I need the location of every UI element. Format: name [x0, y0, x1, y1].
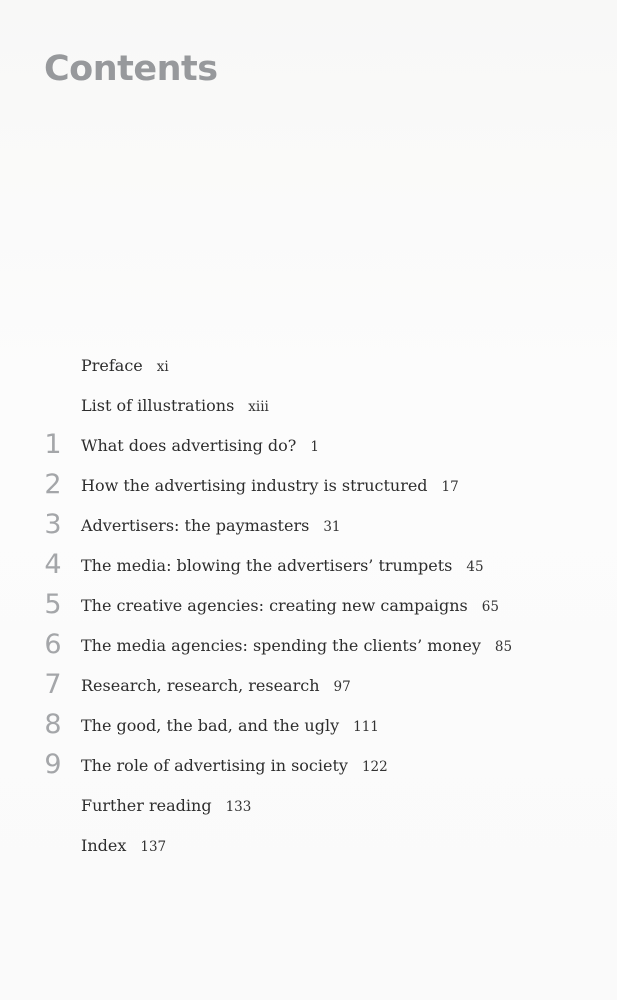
- toc-entry-chapter-5: [0, 586, 617, 626]
- toc-entry-preface: [0, 346, 617, 386]
- chapter-number: 3: [44, 509, 62, 540]
- entry-title: Research, research, research: [81, 676, 320, 695]
- chapter-number: 2: [44, 469, 62, 500]
- chapter-number: 6: [44, 629, 62, 660]
- page-title: Contents: [44, 49, 218, 89]
- toc-entry-chapter-9: [0, 746, 617, 786]
- chapter-number: 9: [44, 749, 62, 780]
- entry-page-number: 31: [323, 519, 341, 535]
- chapter-number: 4: [44, 549, 62, 580]
- toc-entry-chapter-6: [0, 626, 617, 666]
- entry-title: Further reading: [81, 796, 212, 815]
- toc-entry-chapter-3: [0, 506, 617, 546]
- chapter-number: 1: [44, 429, 62, 460]
- entry-page-number: 65: [481, 599, 499, 615]
- entry-page-number: 45: [466, 559, 484, 575]
- entry-title: Index: [81, 836, 127, 855]
- entry-page-number: 97: [333, 679, 351, 695]
- entry-title: How the advertising industry is structured: [81, 476, 428, 495]
- entry-title: The media: blowing the advertisers’ trumpets: [81, 556, 453, 575]
- entry-title: List of illustrations: [81, 396, 235, 415]
- entry-page-number: 133: [225, 799, 252, 815]
- toc-entry-index: [0, 826, 617, 866]
- toc-entry-chapter-7: [0, 666, 617, 706]
- chapter-number: 5: [44, 589, 62, 620]
- entry-page-number: 85: [494, 639, 513, 655]
- toc-entry-chapter-1: [0, 426, 617, 466]
- entry-page-number: 111: [353, 719, 379, 735]
- entry-title: The good, the bad, and the ugly: [81, 716, 340, 735]
- entry-page-number: 17: [441, 479, 459, 495]
- toc-entry-chapter-2: [0, 466, 617, 506]
- chapter-number: 8: [44, 709, 62, 740]
- entry-page-number: 1: [310, 439, 319, 455]
- entry-title: The role of advertising in society: [81, 756, 348, 775]
- entry-page-number: 122: [361, 759, 388, 775]
- toc-entry-chapter-8: [0, 706, 617, 746]
- entry-title: What does advertising do?: [81, 436, 297, 455]
- entry-title: The creative agencies: creating new campaigns: [81, 596, 468, 615]
- entry-page-number: xi: [156, 359, 169, 375]
- entry-title: Preface: [81, 356, 143, 375]
- toc-entry-chapter-4: [0, 546, 617, 586]
- entry-title: The media agencies: spending the clients’ money: [81, 636, 481, 655]
- toc-entry-further-reading: [0, 786, 617, 826]
- entry-page-number: xiii: [248, 399, 269, 415]
- entry-page-number: 137: [140, 839, 167, 855]
- entry-title: Advertisers: the paymasters: [81, 516, 310, 535]
- chapter-number: 7: [44, 669, 62, 700]
- toc-entry-list-of-illustrations: [0, 386, 617, 426]
